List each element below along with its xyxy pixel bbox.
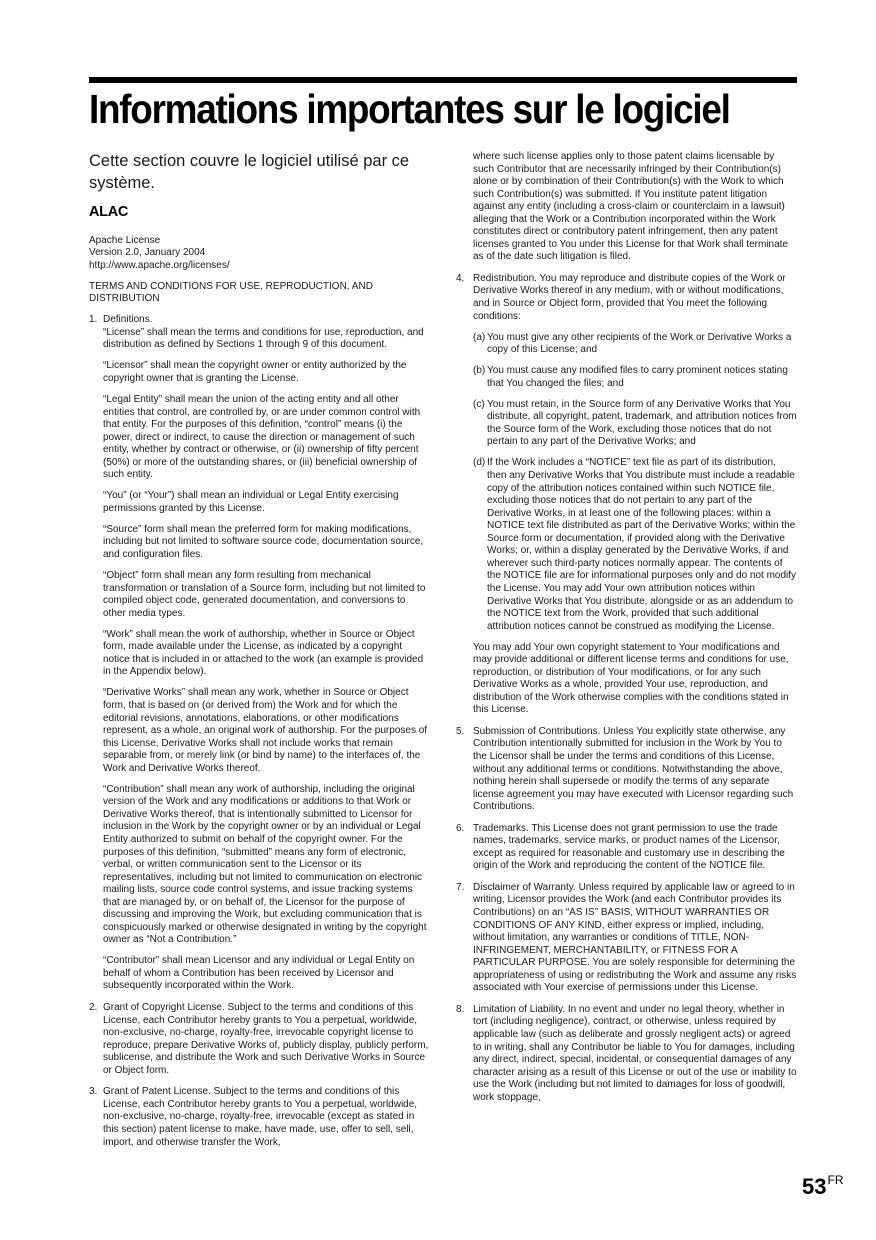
page-number-value: 53 [802, 1174, 827, 1199]
page-title: Informations importantes sur le logiciel [89, 86, 730, 132]
definition-you: “You” (or “Your”) shall mean an individual or Legal Entity exercising permissions granted by this License. [103, 490, 399, 514]
definition-object: “Object” form shall mean any form resulting from mechanical transformation or translation of a Source form, including but not limited to compiled object code, generated documentation, and conversions to other media types. [103, 570, 426, 619]
license-url: http://www.apache.org/licenses/ [89, 259, 230, 271]
condition-a [473, 332, 797, 357]
license-header [89, 235, 429, 273]
redistribution-text: Redistribution. You may reproduce and distribute copies of the Work or Derivative Works thereof in any medium, with or without modifications, and in Source or Object form, provided that You meet the following conditions: [473, 272, 786, 322]
condition-text: You must retain, in the Source form of any Derivative Works that You distribute, all copyright, patent, trademark, and attribution notices from the Source form of the Work, excluding those notices that do not pertain to any part of the Derivative Works; and [487, 398, 797, 448]
page-number [802, 1173, 843, 1200]
definition-contribution: “Contribution” shall mean any work of authorship, including the original version of the Work and any modifications or additions to that Work or Derivative Works thereof, that is intentionally submitted to Licensor for inclusion in the Work by the copyright owner or by an individual or Legal Entity authorized to submit on behalf of the copyright owner. For the purposes of this definition, “submitted” means any form of electronic, verbal, or written communication sent to the Licensor or its representatives, including but not limited to communication on electronic mailing lists, source code control systems, and issue tracking systems that are managed by, or on behalf of, the Licensor for the purpose of discussing and improving the Work, but excluding communication that is conspicuously marked or otherwise designated in writing by the copyright owner as “Not a Contribution.” [103, 783, 427, 946]
definition-work: “Work” shall mean the work of authorship, whether in Source or Object form, made available under the License, as indicated by a copyright notice that is included in or attached to the work (an example is provided in the Appendix below). [103, 628, 424, 678]
item-number: 5. [456, 725, 465, 737]
item-number: 8. [456, 1003, 465, 1015]
definitions-heading: Definitions. [103, 314, 153, 326]
item-number: 2. [89, 1002, 98, 1014]
patent-license-text-end: where such license applies only to those patent claims licensable by such Contributor that are necessarily infringed by their Contribution(s) alone or by combination of their Contribution(s) with the Work to which such Contribution(s) was submitted. If You institute patent litigation against any entity (including a cross-claim or counterclaim in a lawsuit) alleging that the Work or a Contribution incorporated within the Work constitutes direct or contributory patent infringement, then any patent licenses granted to You under this License for that Work shall terminate as of the date such litigation is filed. [473, 151, 788, 263]
page-language: FR [827, 1173, 844, 1187]
condition-text: You must give any other recipients of the Work or Derivative Works a copy of this License; and [487, 331, 792, 356]
copyright-license-text: Grant of Copyright License. Subject to the terms and conditions of this License, each Contributor hereby grants to You a perpetual, worldwide, non-exclusive, no-charge, royalty-free, irrevocable copyright license to reproduce, prepare Derivative Works of, publicly display, publicly perform, sublicense, and distribute the Work and such Derivative Works in Source or Object form. [103, 1002, 429, 1076]
condition-b [473, 365, 797, 390]
term-item-4 [456, 273, 797, 717]
left-column [89, 150, 429, 1158]
condition-text: If the Work includes a “NOTICE” text file as part of its distribution, then any Derivative Works that You distribute must include a readable copy of the attribution notices contained within such NOTICE file, excluding those notices that do not pertain to any part of the Derivative Works, in at least one of the following places: within a NOTICE text file distributed as part of the Derivative Works; within the Source form or documentation, if provided along with the Derivative Works; or, within a display generated by the Derivative Works, if and wherever such third-party notices normally appear. The contents of the NOTICE file are for informational purposes only and do not modify the License. You may add Your own attribution notices within Derivative Works that You distribute, alongside or as an addendum to the NOTICE text from the Work, provided that such additional attribution notices cannot be construed as modifying the License. [487, 457, 797, 632]
right-column [456, 151, 797, 1113]
intro-text: Cette section couvre le logiciel utilisé par ce système. [89, 152, 410, 192]
condition-c [473, 399, 797, 449]
definition-license: “License” shall mean the terms and conditions for use, reproduction, and distribution as defined by Sections 1 through 9 of this document. [103, 326, 424, 351]
definition-source: “Source” form shall mean the preferred form for making modifications, including but not limited to software source code, documentation source, and configuration files. [103, 523, 424, 561]
condition-label: (c) [473, 398, 485, 410]
liability-text: Limitation of Liability. In no event and under no legal theory, whether in tort (including negligence), contract, or otherwise, unless required by applicable law (such as deliberate and grossly negligent acts) or agreed to in writing, shall any Contributor be liable to You for damages, including any direct, indirect, special, incidental, or consequential damages of any character arising as a result of this License or out of the use or inability to use the Work (including but not limited to damages for loss of goodwill, work stoppage, [473, 1003, 797, 1103]
definition-licensor: “Licensor” shall mean the copyright owner or entity authorized by the copyright owner that is granting the License. [103, 360, 407, 384]
definition-derivative-works: “Derivative Works” shall mean any work, whether in Source or Object form, that is based on (or derived from) the Work and for which the editorial revisions, annotations, elaborations, or other modifications represent, as a whole, an original work of authorship. For the purposes of this License, Derivative Works shall not include works that remain separable from, or merely link (or bind by name) to the interfaces of, the Work and Derivative Works thereof. [103, 687, 428, 774]
patent-license-text-start: Grant of Patent License. Subject to the terms and conditions of this License, each Contributor hereby grants to You a perpetual, worldwide, non-exclusive, no-charge, royalty-free, irrevocable (except as stated in this section) patent license to make, have made, use, offer to sell, sell, import, and otherwise transfer the Work, [103, 1086, 418, 1148]
top-rule [89, 77, 797, 83]
terms-list-right [456, 151, 797, 1104]
condition-text: You must cause any modified files to carry prominent notices stating that You changed the files; and [487, 365, 788, 389]
item-number: 3. [89, 1086, 98, 1098]
license-name: Apache License [89, 234, 161, 246]
terms-heading: TERMS AND CONDITIONS FOR USE, REPRODUCTION, AND DISTRIBUTION [89, 280, 373, 305]
condition-d [473, 457, 797, 633]
trademarks-text: Trademarks. This License does not grant permission to use the trade names, trademarks, service marks, or product names of the Licensor, except as required for reasonable and customary use in describing the origin of the Work and reproducing the content of the NOTICE file. [473, 822, 785, 872]
item-number: 1. [89, 314, 98, 326]
warranty-disclaimer-text: Disclaimer of Warranty. Unless required by applicable law or agreed to in writing, Licensor provides the Work (and each Contributor provides its Contributions) on an “AS IS” BASIS, WITHOUT WARRANTIES OR CONDITIONS OF ANY KIND, either express or implied, including, without limitation, any warranties or conditions of TITLE, NON-INFRINGEMENT, MERCHANTABILITY, or FITNESS FOR A PARTICULAR PURPOSE. You are solely responsible for determining the appropriateness of using or redistributing the Work and assume any risks associated with Your exercise of permissions under this License. [473, 881, 797, 994]
condition-label: (d) [473, 457, 486, 469]
term-item-6 [456, 823, 797, 873]
term-item-3 [89, 1086, 429, 1149]
term-item-2 [89, 1002, 429, 1077]
terms-list-left [89, 314, 429, 1149]
definition-legal-entity: “Legal Entity” shall mean the union of the acting entity and all other entities that control, are controlled by, or are under common control with that entity. For the purposes of this definition, “control” means (i) the power, direct or indirect, to cause the direction or management of such entity, whether by contract or otherwise, or (ii) ownership of fifty percent (50%) or more of the outstanding shares, or (iii) beneficial ownership of such entity. [103, 394, 421, 481]
term-item-1 [89, 314, 429, 993]
condition-label: (b) [473, 365, 486, 377]
redistribution-tail: You may add Your own copyright statement to Your modifications and may provide additional or different license terms and conditions for use, reproduction, or distribution of Your modifications, or for any such Derivative Works as a whole, provided Your use, reproduction, and distribution of the Work otherwise complies with the conditions stated in this License. [473, 641, 789, 716]
submission-text: Submission of Contributions. Unless You explicitly state otherwise, any Contribution intentionally submitted for inclusion in the Work by You to the Licensor shall be under the terms and conditions of this License, without any additional terms or conditions. Notwithstanding the above, nothing herein shall supersede or modify the terms of any separate license agreement you may have executed with Licensor regarding such Contributions. [473, 725, 794, 813]
term-item-3-continued [456, 151, 797, 264]
condition-label: (a) [473, 331, 486, 343]
item-number: 6. [456, 822, 465, 834]
term-item-8 [456, 1004, 797, 1104]
definition-contributor: “Contributor” shall mean Licensor and any individual or Legal Entity on behalf of whom a Contribution has been received by Licensor and subsequently incorporated within the Work. [103, 955, 415, 992]
license-version: Version 2.0, January 2004 [89, 247, 206, 259]
item-number: 7. [456, 881, 465, 893]
term-item-7 [456, 882, 797, 995]
section-title: ALAC [89, 204, 129, 220]
item-number: 4. [456, 272, 465, 284]
term-item-5 [456, 726, 797, 814]
